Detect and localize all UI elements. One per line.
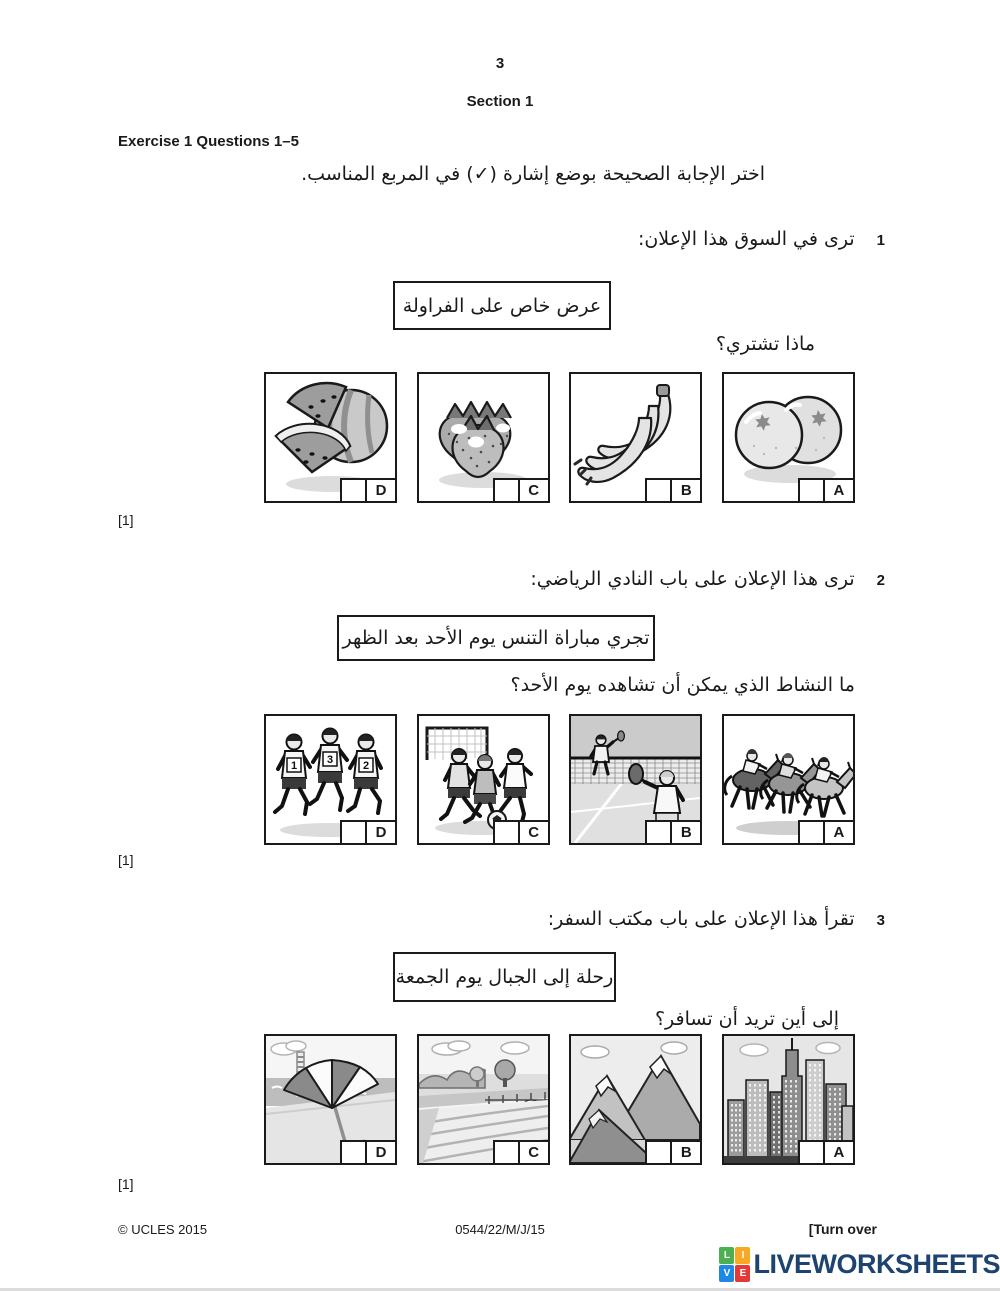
option-letter: A xyxy=(825,478,855,503)
question-2-number: 2 xyxy=(876,572,885,589)
option-c-football xyxy=(417,714,550,845)
option-letter: D xyxy=(367,1140,397,1165)
turn-over-label: [Turn over xyxy=(808,1221,877,1237)
section-title: Section 1 xyxy=(466,93,534,110)
answer-tag xyxy=(340,1140,397,1165)
answer-tag xyxy=(645,478,702,503)
page-number: 3 xyxy=(495,55,505,72)
question-1-prompt: ماذا تشتري؟ xyxy=(715,333,815,355)
answer-tag xyxy=(798,478,855,503)
question-1-mark: [1] xyxy=(118,512,134,528)
option-letter: C xyxy=(520,820,550,845)
option-a-city xyxy=(722,1034,855,1165)
option-d-runners xyxy=(264,714,397,845)
question-3-options xyxy=(264,1034,855,1165)
logo-tile-i: I xyxy=(735,1247,750,1264)
question-3-mark: [1] xyxy=(118,1176,134,1192)
question-2-advert-box: تجري مباراة التنس يوم الأحد بعد الظهر xyxy=(337,615,655,661)
answer-tag xyxy=(798,820,855,845)
answer-checkbox-a[interactable] xyxy=(798,820,825,845)
option-d-watermelon xyxy=(264,372,397,503)
svg-text:2: 2 xyxy=(362,760,370,772)
option-letter: C xyxy=(520,478,550,503)
logo-tile-l: L xyxy=(719,1247,734,1264)
liveworksheets-logo[interactable] xyxy=(719,1247,1000,1282)
option-b-bananas xyxy=(569,372,702,503)
svg-text:1: 1 xyxy=(290,760,298,772)
answer-checkbox-a[interactable] xyxy=(798,478,825,503)
option-b-tennis xyxy=(569,714,702,845)
option-a-horses xyxy=(722,714,855,845)
option-c-countryside xyxy=(417,1034,550,1165)
answer-tag xyxy=(493,478,550,503)
option-letter: B xyxy=(672,820,702,845)
question-3-advert-box: رحلة إلى الجبال يوم الجمعة xyxy=(393,952,616,1002)
question-1-options xyxy=(264,372,855,503)
option-letter: B xyxy=(672,1140,702,1165)
copyright-text: © UCLES 2015 xyxy=(118,1222,208,1237)
svg-text:3: 3 xyxy=(326,754,334,766)
answer-checkbox-b[interactable] xyxy=(645,1140,672,1165)
answer-checkbox-b[interactable] xyxy=(645,478,672,503)
answer-tag xyxy=(493,1140,550,1165)
option-letter: D xyxy=(367,478,397,503)
question-3-prompt: إلى أين تريد أن تسافر؟ xyxy=(654,1008,839,1030)
answer-tag xyxy=(340,478,397,503)
option-b-mountains xyxy=(569,1034,702,1165)
answer-tag xyxy=(798,1140,855,1165)
answer-tag xyxy=(645,1140,702,1165)
liveworksheets-logo-text: LIVEWORKSHEETS xyxy=(753,1249,1000,1279)
question-2-line xyxy=(530,568,885,590)
option-letter: C xyxy=(520,1140,550,1165)
option-c-strawberries xyxy=(417,372,550,503)
question-1-advert-box: عرض خاص على الفراولة xyxy=(393,281,611,330)
option-letter: A xyxy=(825,820,855,845)
answer-checkbox-d[interactable] xyxy=(340,478,367,503)
answer-checkbox-b[interactable] xyxy=(645,820,672,845)
logo-tile-v: V xyxy=(719,1265,734,1282)
answer-checkbox-d[interactable] xyxy=(340,1140,367,1165)
answer-tag xyxy=(645,820,702,845)
option-letter: D xyxy=(367,820,397,845)
question-2-text: ترى هذا الإعلان على باب النادي الرياضي: xyxy=(530,568,855,590)
answer-tag xyxy=(493,820,550,845)
answer-checkbox-a[interactable] xyxy=(798,1140,825,1165)
paper-code: 0544/22/M/J/15 xyxy=(455,1222,545,1237)
exercise-title: Exercise 1 Questions 1–5 xyxy=(118,133,299,150)
answer-checkbox-d[interactable] xyxy=(340,820,367,845)
question-3-text: تقرأ هذا الإعلان على باب مكتب السفر: xyxy=(547,908,855,930)
question-1-number: 1 xyxy=(876,232,885,249)
question-1-text: ترى في السوق هذا الإعلان: xyxy=(637,228,855,250)
answer-checkbox-c[interactable] xyxy=(493,820,520,845)
option-letter: A xyxy=(825,1140,855,1165)
question-3-line xyxy=(548,908,885,930)
instruction-text: اختر الإجابة الصحيحة بوضع إشارة (✓) في المربع المناسب. xyxy=(301,163,765,185)
question-2-options xyxy=(264,714,855,845)
option-a-oranges xyxy=(722,372,855,503)
option-letter: B xyxy=(672,478,702,503)
question-2-prompt: ما النشاط الذي يمكن أن تشاهده يوم الأحد؟ xyxy=(510,674,855,696)
logo-tile-e: E xyxy=(735,1265,750,1282)
answer-tag xyxy=(340,820,397,845)
answer-checkbox-c[interactable] xyxy=(493,1140,520,1165)
question-1-line xyxy=(638,228,885,250)
option-d-beach xyxy=(264,1034,397,1165)
answer-checkbox-c[interactable] xyxy=(493,478,520,503)
liveworksheets-logo-icon xyxy=(719,1247,750,1282)
question-3-number: 3 xyxy=(876,912,885,929)
question-2-mark: [1] xyxy=(118,852,134,868)
